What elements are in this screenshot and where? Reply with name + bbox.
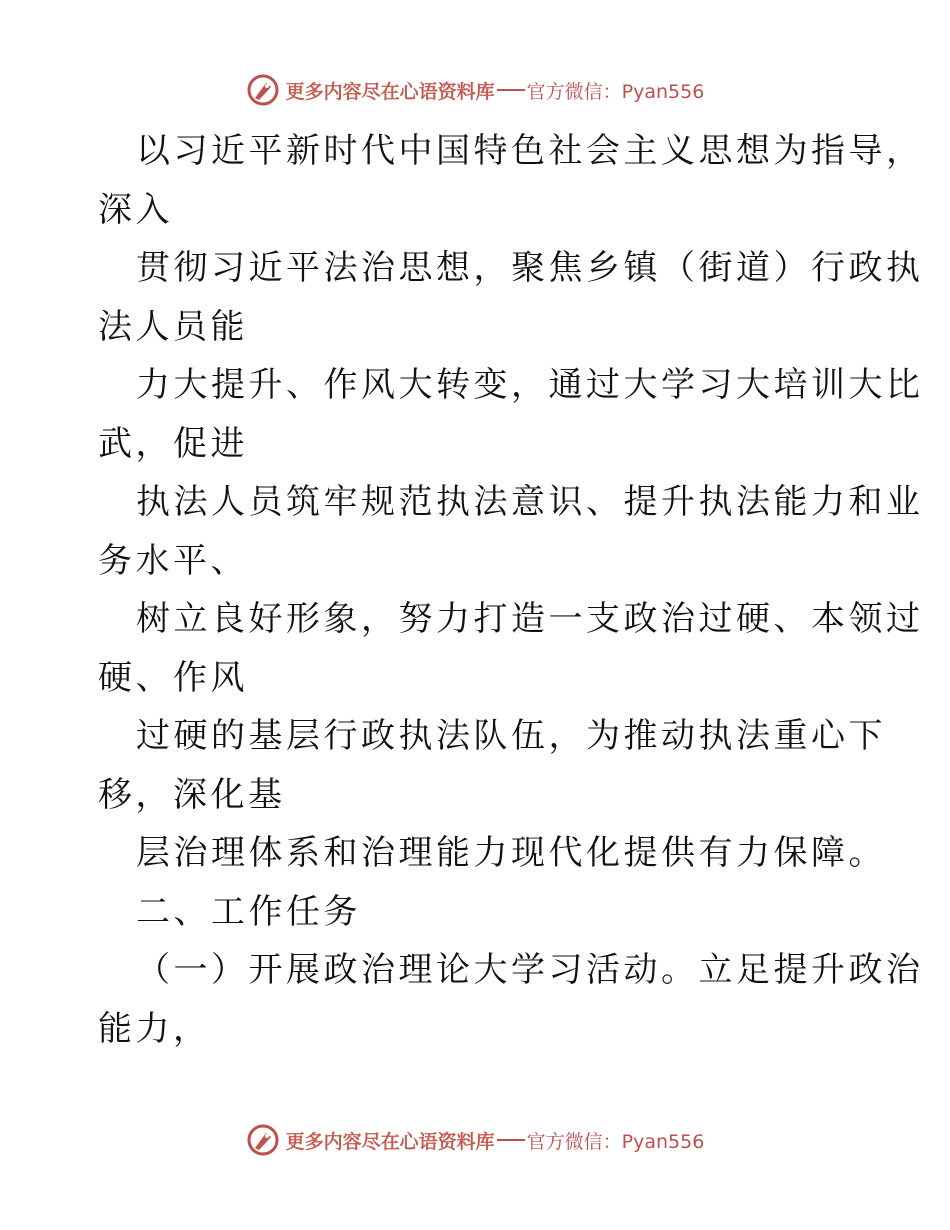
doc-line-10: 硬、作风: [98, 657, 248, 698]
watermark-contact: 官方微信：Pyan556: [526, 80, 705, 103]
doc-line-8: 务水平、: [98, 540, 248, 581]
section-heading: 二、工作任务: [136, 891, 361, 932]
watermark-dash: [497, 1139, 525, 1141]
doc-line-9: 树立良好形象，努力打造一支政治过硬、本领过: [136, 599, 924, 639]
doc-line-15: （一）开展政治理论大学习活动。立足提升政治: [136, 950, 924, 990]
pen-nib-logo-icon: [246, 1123, 280, 1157]
doc-line-3: 贯彻习近平法治思想，聚焦乡镇（街道）行政执: [136, 248, 924, 288]
document-body: [98, 122, 924, 1058]
doc-line-5: 力大提升、作风大转变，通过大学习大培训大比: [136, 365, 924, 405]
doc-line-7: 执法人员筑牢规范执法意识、提升执法能力和业: [136, 482, 924, 522]
doc-line-1: 以习近平新时代中国特色社会主义思想为指导，: [136, 131, 924, 171]
watermark-brand: 更多内容尽在心语资料库: [285, 80, 495, 103]
doc-line-13: 层治理体系和治理能力现代化提供有力保障。: [136, 833, 886, 873]
doc-line-16: 能力，: [98, 1008, 211, 1049]
doc-line-2: 深入: [98, 189, 173, 230]
doc-line-11: 过硬的基层行政执法队伍，为推动执法重心下: [136, 716, 886, 756]
doc-line-6: 武，促进: [98, 423, 248, 464]
doc-line-12: 移，深化基: [98, 774, 286, 815]
watermark-brand: 更多内容尽在心语资料库: [285, 1130, 495, 1153]
pen-nib-logo-icon: [246, 73, 280, 107]
watermark-contact: 官方微信：Pyan556: [526, 1130, 705, 1153]
doc-line-4: 法人员能: [98, 306, 248, 347]
header-watermark: [0, 70, 950, 110]
watermark-dash: [497, 89, 525, 91]
footer-watermark: [0, 1120, 950, 1160]
